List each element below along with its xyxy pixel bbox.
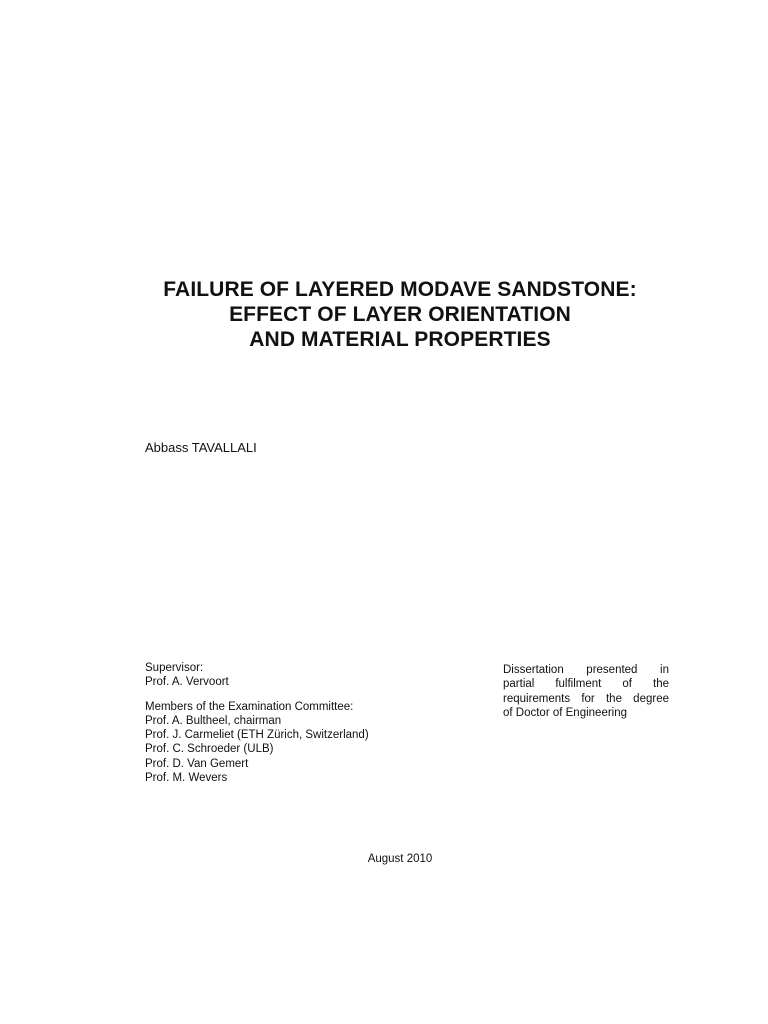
supervisor-name: Prof. A. Vervoort xyxy=(145,676,229,689)
committee-member: Prof. A. Bultheel, chairman xyxy=(145,714,282,727)
dissertation-line: Dissertation presented in xyxy=(503,664,669,676)
title-line: EFFECT OF LAYER ORIENTATION xyxy=(229,303,571,326)
submission-date: August 2010 xyxy=(367,853,433,865)
dissertation-line: partial fulfilment of the xyxy=(503,678,669,691)
committee-member: Prof. D. Van Gemert xyxy=(145,757,249,770)
committee-member: Prof. J. Carmeliet (ETH Zürich, Switzerland) xyxy=(145,729,369,742)
supervisor-label: Supervisor: xyxy=(145,662,204,674)
title-line: FAILURE OF LAYERED MODAVE SANDSTONE: xyxy=(163,278,637,301)
thesis-title xyxy=(0,277,768,352)
committee-member: Prof. M. Wevers xyxy=(145,772,228,785)
committee-block xyxy=(145,661,445,785)
dissertation-line: of Doctor of Engineering xyxy=(503,707,628,720)
committee-member: Prof. C. Schroeder (ULB) xyxy=(145,743,274,756)
title-line: AND MATERIAL PROPERTIES xyxy=(249,328,551,351)
author-name: Abbass TAVALLALI xyxy=(145,440,257,455)
dissertation-statement xyxy=(503,663,669,721)
committee-label: Members of the Examination Committee: xyxy=(145,700,354,713)
dissertation-line: requirements for the degree xyxy=(503,692,669,705)
spacer xyxy=(145,690,445,700)
